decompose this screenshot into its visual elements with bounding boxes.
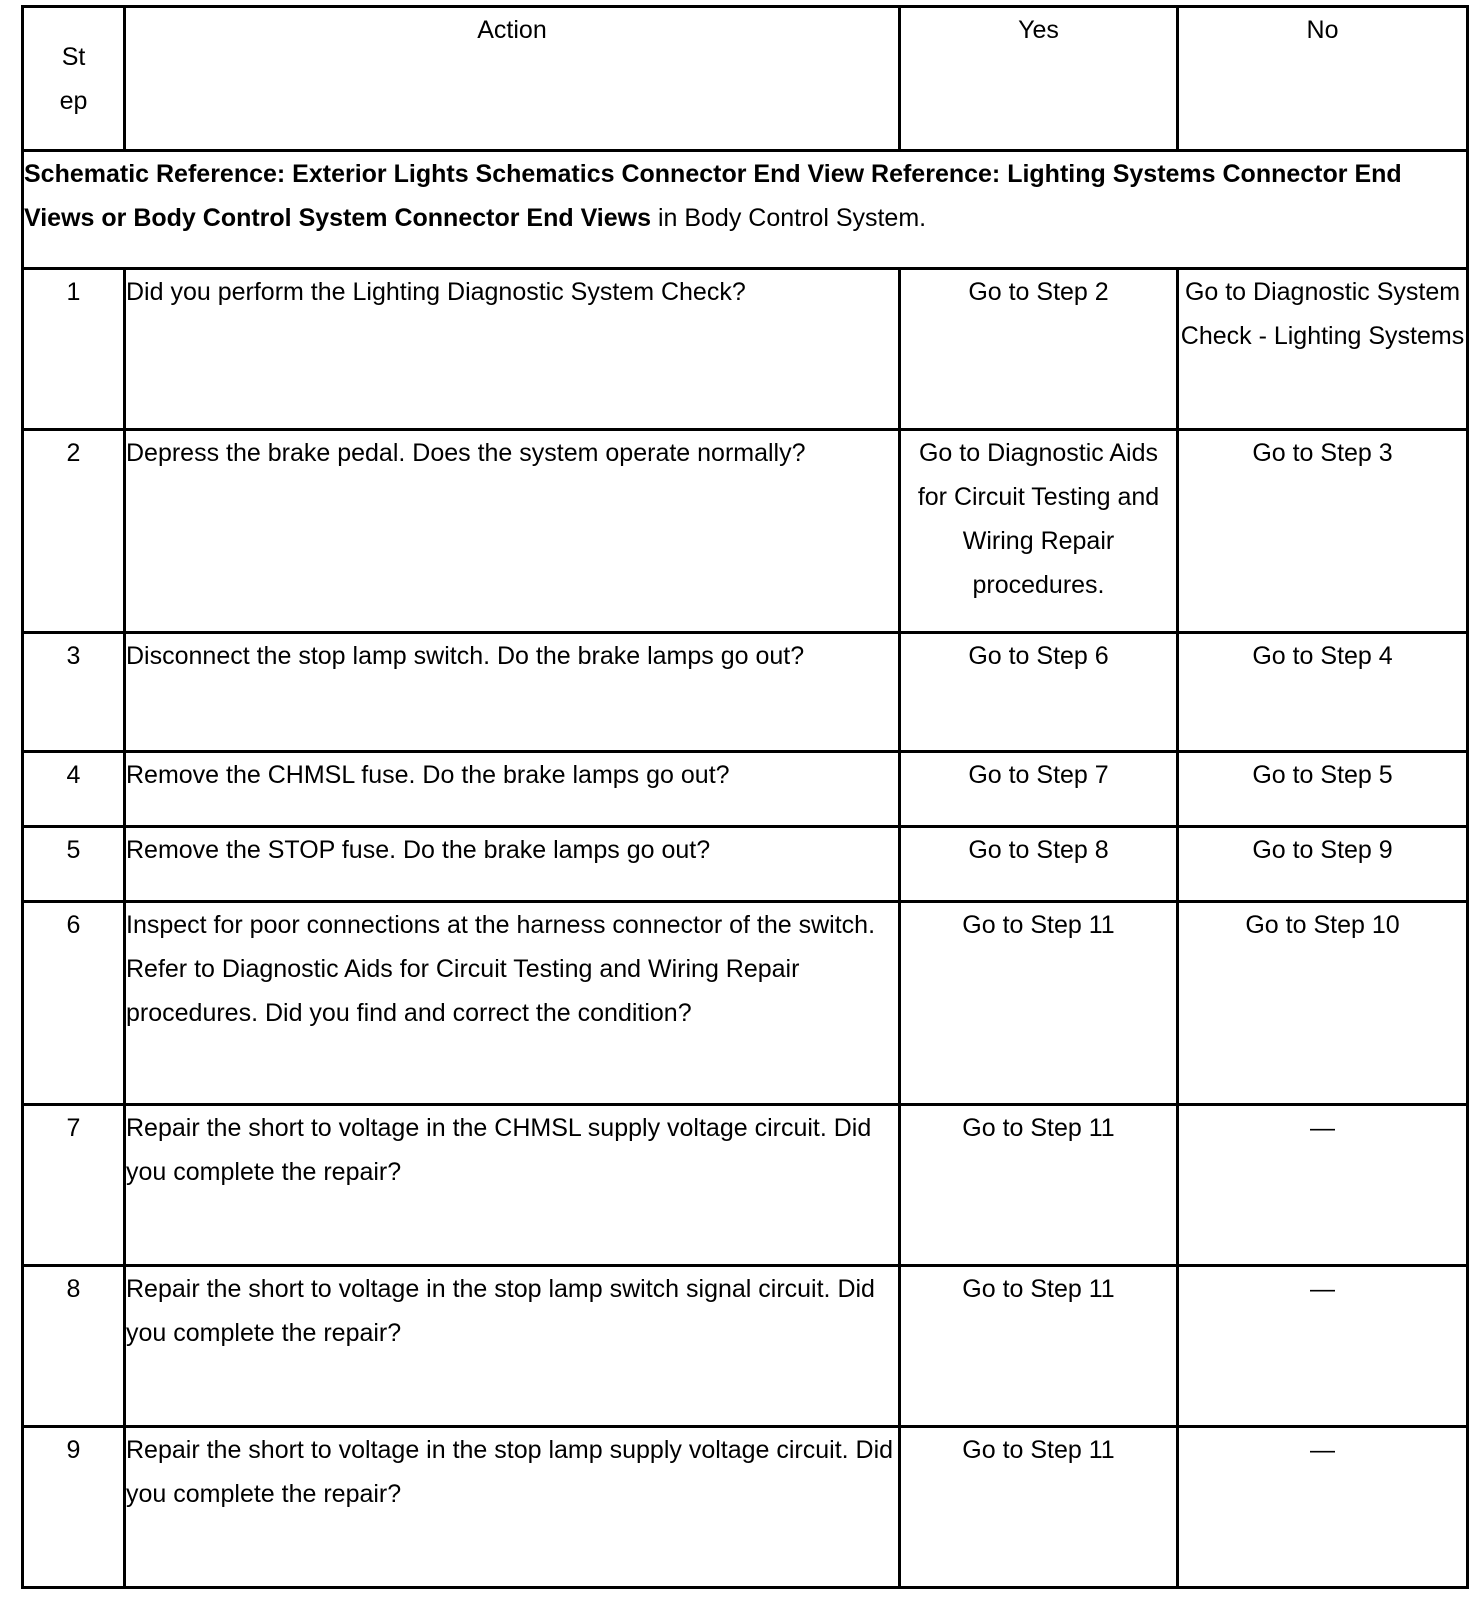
- diagnostic-table: [21, 5, 1469, 1589]
- table-row: [23, 827, 1468, 902]
- step-yes: Go to Step 7: [900, 752, 1178, 827]
- table-row: [23, 752, 1468, 827]
- header-step: [23, 7, 125, 151]
- table-row: [23, 1427, 1468, 1588]
- step-no: —: [1178, 1427, 1468, 1588]
- reference-row: [23, 151, 1468, 269]
- step-number: 1: [23, 269, 125, 430]
- header-action: Action: [125, 7, 900, 151]
- step-action: Repair the short to voltage in the stop lamp switch signal circuit. Did you complete the repair?: [125, 1266, 900, 1427]
- step-action: Repair the short to voltage in the CHMSL supply voltage circuit. Did you complete the repair?: [125, 1105, 900, 1266]
- step-number: 9: [23, 1427, 125, 1588]
- step-yes: Go to Step 11: [900, 1105, 1178, 1266]
- step-number: 8: [23, 1266, 125, 1427]
- step-action: Remove the STOP fuse. Do the brake lamps go out?: [125, 827, 900, 902]
- step-number: 3: [23, 633, 125, 752]
- table-row: [23, 1105, 1468, 1266]
- step-number: 4: [23, 752, 125, 827]
- table-row: [23, 269, 1468, 430]
- header-step-line1: St: [61, 42, 86, 71]
- step-yes: Go to Step 11: [900, 902, 1178, 1105]
- step-action: Repair the short to voltage in the stop lamp supply voltage circuit. Did you complete the repair?: [125, 1427, 900, 1588]
- table-row: [23, 1266, 1468, 1427]
- header-step-line2: ep: [59, 86, 88, 115]
- step-number: 5: [23, 827, 125, 902]
- table-row: [23, 430, 1468, 633]
- step-action: Disconnect the stop lamp switch. Do the brake lamps go out?: [125, 633, 900, 752]
- reference-bold-text: Schematic Reference: Exterior Lights Schematics Connector End View Reference: Lighting Systems Connector End Views or Body Control System Connector End Views: [24, 160, 1402, 232]
- step-yes: Go to Diagnostic Aids for Circuit Testing and Wiring Repair procedures.: [900, 430, 1178, 633]
- table-header-row: [23, 7, 1468, 151]
- step-yes: Go to Step 11: [900, 1427, 1178, 1588]
- step-action: Depress the brake pedal. Does the system operate normally?: [125, 430, 900, 633]
- step-action: Did you perform the Lighting Diagnostic System Check?: [125, 269, 900, 430]
- step-no: Go to Step 5: [1178, 752, 1468, 827]
- header-yes: Yes: [900, 7, 1178, 151]
- header-no: No: [1178, 7, 1468, 151]
- table-row: [23, 902, 1468, 1105]
- step-yes: Go to Step 8: [900, 827, 1178, 902]
- schematic-reference: [23, 151, 1468, 269]
- step-no: Go to Step 4: [1178, 633, 1468, 752]
- step-yes: Go to Step 11: [900, 1266, 1178, 1427]
- step-action: Inspect for poor connections at the harness connector of the switch. Refer to Diagnostic Aids for Circuit Testing and Wiring Repair procedures. Did you find and correct the condition?: [125, 902, 900, 1105]
- step-no: Go to Diagnostic System Check - Lighting Systems: [1178, 269, 1468, 430]
- step-number: 2: [23, 430, 125, 633]
- table-row: [23, 633, 1468, 752]
- step-action: Remove the CHMSL fuse. Do the brake lamps go out?: [125, 752, 900, 827]
- reference-normal-text: in Body Control System.: [651, 204, 927, 232]
- step-yes: Go to Step 2: [900, 269, 1178, 430]
- step-number: 6: [23, 902, 125, 1105]
- step-no: —: [1178, 1105, 1468, 1266]
- step-no: Go to Step 3: [1178, 430, 1468, 633]
- step-no: Go to Step 9: [1178, 827, 1468, 902]
- step-no: Go to Step 10: [1178, 902, 1468, 1105]
- step-no: —: [1178, 1266, 1468, 1427]
- step-yes: Go to Step 6: [900, 633, 1178, 752]
- step-number: 7: [23, 1105, 125, 1266]
